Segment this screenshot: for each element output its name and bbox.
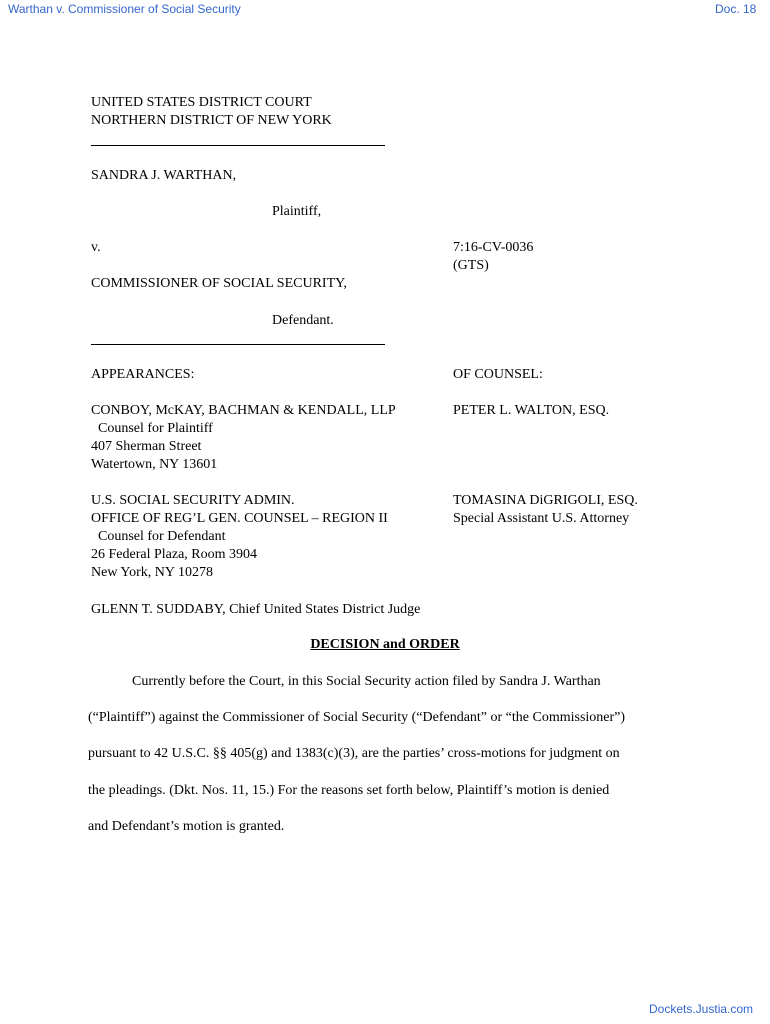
plaintiff-name: SANDRA J. WARTHAN, [91, 168, 237, 183]
plaintiff-label: Plaintiff, [272, 204, 322, 219]
case-title-link[interactable]: Warthan v. Commissioner of Social Security [8, 2, 241, 16]
defendant-attorney: TOMASINA DiGRIGOLI, ESQ. [453, 493, 638, 508]
judge-initials: (GTS) [453, 258, 489, 273]
plaintiff-attorney: PETER L. WALTON, ESQ. [453, 403, 610, 418]
judge-line: GLENN T. SUDDABY, Chief United States District Judge [91, 602, 421, 617]
court-district: NORTHERN DISTRICT OF NEW YORK [91, 113, 332, 128]
of-counsel-heading: OF COUNSEL: [453, 367, 543, 382]
court-name: UNITED STATES DISTRICT COURT [91, 95, 312, 110]
doc-number-link[interactable]: Doc. 18 [715, 2, 757, 16]
caption-rule-bottom [91, 344, 385, 345]
plaintiff-firm-city: Watertown, NY 13601 [91, 457, 218, 472]
versus: v. [91, 240, 101, 255]
case-number: 7:16-CV-0036 [453, 240, 534, 255]
plaintiff-firm-name: CONBOY, McKAY, BACHMAN & KENDALL, LLP [91, 403, 396, 418]
body-line-4: the pleadings. (Dkt. Nos. 11, 15.) For the reasons set forth below, Plaintiff’s motion is denied [88, 783, 610, 798]
defendant-agency-role: Counsel for Defendant [98, 529, 226, 544]
defendant-agency-city: New York, NY 10278 [91, 565, 213, 580]
appearances-heading: APPEARANCES: [91, 367, 195, 382]
plaintiff-firm-role: Counsel for Plaintiff [98, 421, 213, 436]
plaintiff-firm-street: 407 Sherman Street [91, 439, 202, 454]
body-line-1: Currently before the Court, in this Social Security action filed by Sandra J. Warthan [132, 674, 601, 689]
defendant-name: COMMISSIONER OF SOCIAL SECURITY, [91, 276, 347, 291]
caption-rule-top [91, 145, 385, 146]
justia-footer-link[interactable]: Dockets.Justia.com [649, 1002, 754, 1016]
defendant-agency-office: OFFICE OF REG’L GEN. COUNSEL – REGION II [91, 511, 388, 526]
defendant-label: Defendant. [272, 313, 334, 328]
body-line-3: pursuant to 42 U.S.C. §§ 405(g) and 1383(c)(3), are the parties’ cross-motions for judgment on [88, 746, 620, 761]
document-title: DECISION and ORDER [310, 637, 460, 652]
defendant-agency-name: U.S. SOCIAL SECURITY ADMIN. [91, 493, 295, 508]
body-line-2: (“Plaintiff”) against the Commissioner of Social Security (“Defendant” or “the Commissioner”) [88, 710, 626, 725]
body-line-5: and Defendant’s motion is granted. [88, 819, 285, 834]
defendant-attorney-title: Special Assistant U.S. Attorney [453, 511, 630, 526]
defendant-agency-street: 26 Federal Plaza, Room 3904 [91, 547, 258, 562]
